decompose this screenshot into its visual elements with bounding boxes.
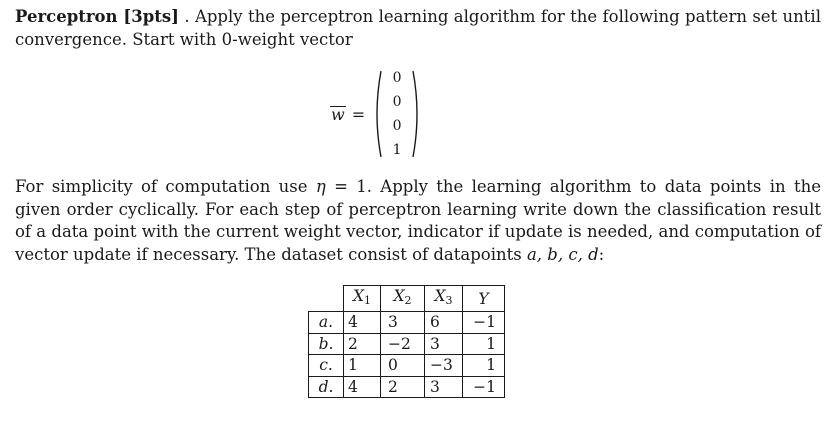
- cell-y: 1: [463, 355, 505, 377]
- header-x3-name: X: [434, 287, 446, 305]
- cell-x1: 4: [344, 312, 381, 334]
- datapoint-names: a, b, c, d: [526, 244, 599, 264]
- header-blank-cell: [309, 286, 344, 312]
- problem-title: Perceptron [3pts]: [15, 7, 179, 26]
- table-row: [309, 355, 505, 377]
- header-y-name: Y: [478, 289, 489, 308]
- header-x3-sub: 3: [445, 294, 453, 307]
- cell-x1: 1: [344, 355, 381, 377]
- cell-x1: 4: [344, 376, 381, 398]
- cell-x3: 3: [425, 333, 463, 355]
- cell-y: −1: [463, 312, 505, 334]
- problem-intro: . Apply the perceptron learning algorithm for the following pattern set until convergence. Start with 0-weight vector: [15, 7, 821, 49]
- left-paren-icon: [373, 69, 383, 159]
- header-x1-sub: 1: [364, 294, 372, 307]
- header-x2-name: X: [393, 287, 405, 305]
- vector-name: w: [331, 104, 345, 124]
- vector-entry: 0: [392, 70, 402, 86]
- vector-entry: 0: [392, 94, 402, 110]
- instructions-before-eta: For simplicity of computation use: [15, 177, 316, 196]
- eta-symbol: η: [315, 177, 326, 196]
- cell-x2: 3: [381, 312, 425, 334]
- weight-vector: [330, 66, 421, 162]
- cell-x1: 2: [344, 333, 381, 355]
- table-header-row: [309, 286, 505, 312]
- row-label: c.: [309, 355, 344, 377]
- cell-x2: −2: [381, 333, 425, 355]
- cell-x2: 0: [381, 355, 425, 377]
- cell-x3: 6: [425, 312, 463, 334]
- eta-value: = 1: [325, 177, 367, 196]
- instructions-end: :: [598, 244, 605, 264]
- header-x1: [344, 286, 381, 312]
- vector-entry: 1: [392, 142, 402, 158]
- vector-label: [330, 105, 365, 124]
- table-row: [309, 333, 505, 355]
- equals-sign: =: [351, 104, 366, 124]
- header-x1-name: X: [352, 287, 365, 305]
- header-x2-sub: 2: [404, 294, 412, 307]
- row-label: a.: [309, 312, 344, 334]
- table-row: [309, 312, 505, 334]
- cell-x2: 2: [381, 376, 425, 398]
- instructions-paragraph: [15, 176, 821, 266]
- table-row: [309, 376, 505, 398]
- cell-x3: 3: [425, 376, 463, 398]
- row-label: b.: [309, 333, 344, 355]
- vector-entry: 0: [392, 118, 402, 134]
- row-label: d.: [309, 376, 344, 398]
- cell-y: 1: [463, 333, 505, 355]
- dataset-table: [308, 285, 505, 398]
- cell-y: −1: [463, 376, 505, 398]
- cell-x3: −3: [425, 355, 463, 377]
- instructions-body: . Apply the learning algorithm to data points in the given order cyclically. For each step of perceptron learning write down the classification result of a data point with the current weight vector, indicator if update is needed, and computation of vector update if necessary. The dataset consist of datapoints: [15, 177, 821, 264]
- right-paren-icon: [411, 69, 421, 159]
- header-x2: [381, 286, 425, 312]
- problem-statement: [15, 6, 821, 51]
- header-y: [463, 286, 505, 312]
- vector-entries: [383, 66, 411, 162]
- header-x3: [425, 286, 463, 312]
